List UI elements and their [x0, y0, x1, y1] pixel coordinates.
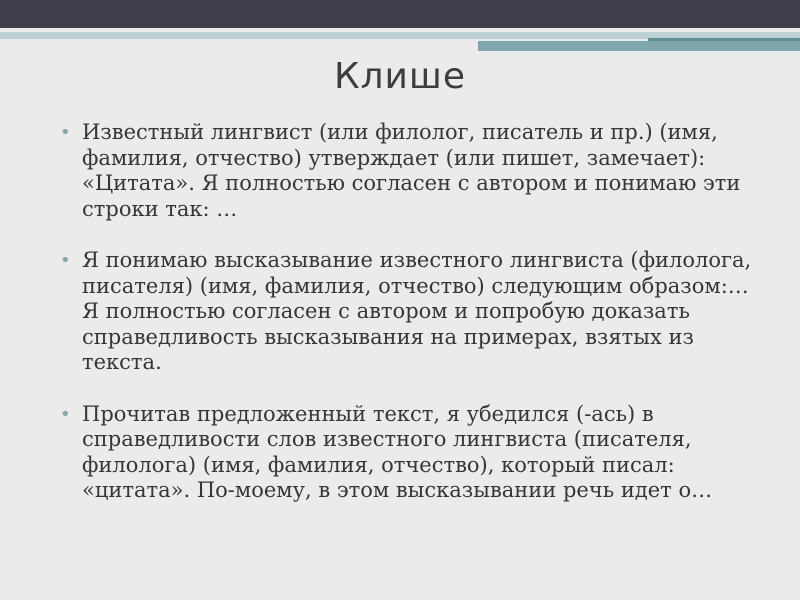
bullet-icon: •: [60, 122, 71, 143]
paragraph-text: Известный лингвист (или филолог, писатель и пр.) (имя, фамилия, отчество) утверждает (или пишет, замечает): «Цитата». Я полностью согласен с автором и понимаю эти строки так: …: [82, 120, 741, 221]
bullet-paragraph-3: [60, 402, 760, 504]
decorative-stripe-teal: [478, 41, 800, 51]
bullet-paragraph-2: [60, 248, 760, 376]
paragraph-text: Я понимаю высказывание известного лингвиста (филолога, писателя) (имя, фамилия, отчество) следующим образом:… Я полностью согласен с автором и попробую доказать справедливость высказывания на примерах, взятых из текста.: [82, 248, 752, 374]
slide-title: Клише: [333, 56, 467, 97]
paragraph-text: Прочитав предложенный текст, я убедился (-ась) в справедливости слов известного лингвиста (писателя, филолога) (имя, фамилия, отчество), который писал: «цитата». По-моему, в этом высказывании речь идет о…: [82, 401, 713, 502]
top-decorative-bar: [0, 0, 800, 28]
bullet-icon: •: [60, 250, 71, 271]
bullet-paragraph-1: [60, 120, 760, 222]
slide-content: [60, 120, 760, 530]
bullet-icon: •: [60, 403, 71, 425]
